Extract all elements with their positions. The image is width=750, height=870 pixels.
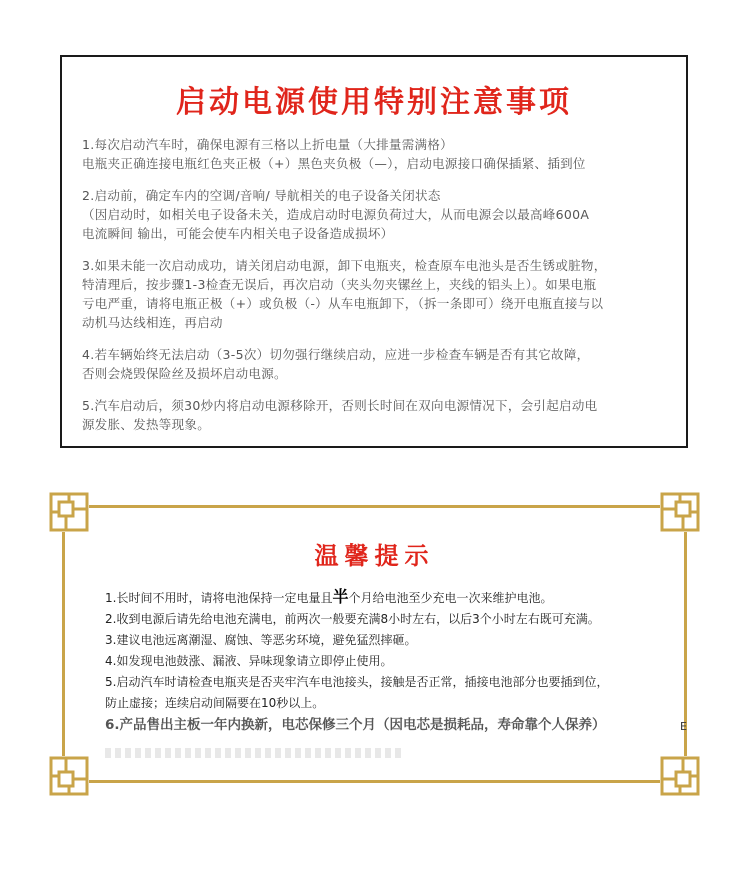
faded-text-line — [105, 748, 405, 758]
notice-line: 动机马达线相连，再启动 — [82, 315, 223, 330]
tip-item-1 — [105, 586, 664, 609]
notice-line: 电流瞬间 输出，可能会使车内相关电子设备造成损坏） — [82, 226, 394, 241]
notice-line: 源发胀、发热等现象。 — [82, 417, 211, 432]
notice-line: 亏电严重，请将电瓶正极（+）或负极（-）从车电瓶卸下，（拆一条即可）绕开电瓶直接与以 — [82, 296, 604, 311]
notice-line: 5.汽车启动后，须30炒内将启动电源移除开，否则长时间在双向电源情况下，会引起启动电 — [82, 398, 598, 413]
notice-item-2 — [82, 186, 670, 243]
corner-ornament — [49, 492, 89, 532]
notice-line: 特清理后，按步骤1-3检查无误后，再次启动（夹头勿夹镙丝上，夹线的铝头上）。如果电瓶 — [82, 277, 597, 292]
tip-item-5: 5.启动汽车时请检查电瓶夹是否夹牢汽车电池接头，接触是否正常，插接电池部分也要插到位， — [105, 675, 609, 689]
notice-line: （因启动时，如相关电子设备未关，造成启动时电源负荷过大，从而电源会以最高峰600A — [82, 207, 590, 222]
tip-item-5-cont: 防止虚接；连续启动间隔要在10秒以上。 — [105, 696, 325, 710]
tip-emphasis: 半 — [332, 587, 349, 606]
notice-line: 3.如果未能一次启动成功，请关闭启动电源，卸下电瓶夹，检查原车电池头是否生锈或脏物， — [82, 258, 607, 273]
tip-text: 个月给电池至少充电一次来维护电池。 — [348, 591, 553, 605]
notice-line: 电瓶夹正确连接电瓶红色夹正极（+）黑色夹负极（—），启动电源接口确保插紧、插到位 — [82, 156, 586, 171]
notice-line: 2.启动前，确定车内的空调/音响/ 导航相关的电子设备关闭状态 — [82, 188, 441, 203]
edge-glyph: E — [680, 720, 687, 733]
corner-ornament — [49, 756, 89, 796]
notice-item-3 — [82, 256, 670, 332]
tip-text: 1.长时间不用时，请将电池保持一定电量且 — [105, 591, 333, 605]
notice-card — [60, 55, 688, 448]
corner-ornament — [660, 492, 700, 532]
tip-item-3: 3.建议电池远离潮湿、腐蚀、等恶劣环境，避免猛烈摔砸。 — [105, 633, 417, 647]
corner-ornament — [660, 756, 700, 796]
tips-list — [105, 586, 664, 736]
notice-item-5 — [82, 396, 670, 434]
notice-line: 1.每次启动汽车时，确保电源有三格以上折电量（大排量需满格） — [82, 137, 453, 152]
tips-card — [62, 505, 687, 783]
notice-title: 启动电源使用特别注意事项 — [176, 85, 572, 120]
tip-item-2: 2.收到电源后请先给电池充满电，前两次一般要充满8小时左右，以后3个小时左右既可充满。 — [105, 612, 600, 626]
notice-line: 4.若车辆始终无法启动（3-5次）切勿强行继续启动，应进一步检查车辆是否有其它故障， — [82, 347, 590, 362]
notice-line: 否则会烧毁保险丝及损坏启动电源。 — [82, 366, 287, 381]
notice-item-4 — [82, 345, 670, 383]
tip-item-4: 4.如发现电池鼓涨、漏液、异味现象请立即停止使用。 — [105, 654, 393, 668]
tips-title: 温馨提示 — [314, 542, 435, 570]
notice-list — [82, 135, 670, 447]
tip-item-6: 6.产品售出主板一年内换新，电芯保修三个月（因电芯是损耗品，寿命靠个人保养） — [105, 717, 606, 733]
notice-item-1 — [82, 135, 670, 173]
